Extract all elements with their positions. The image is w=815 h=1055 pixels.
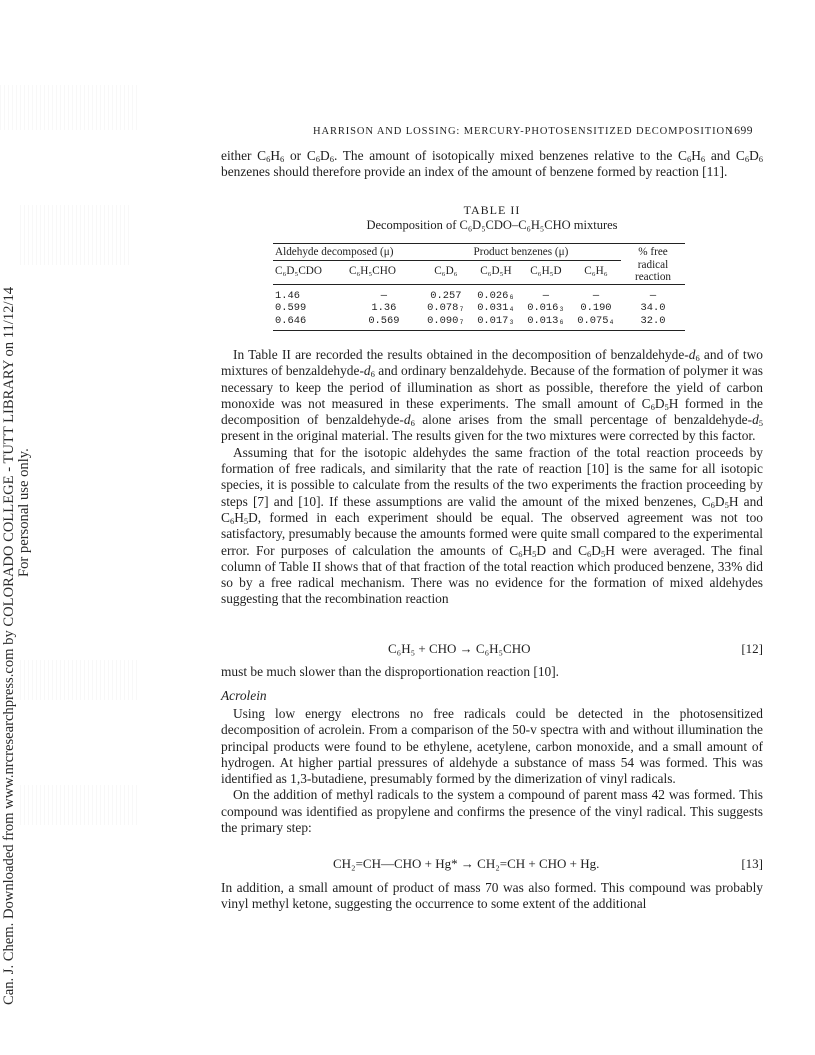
table-row: 0.646 0.569 0.090₇ 0.017₃ 0.013₆ 0.075₄ 32.0 [273, 315, 685, 331]
paragraph-acrolein: Using low energy electrons no free radicals could be detected in the photosensitized decomposition of acrolein. From a comparison of the 50-v spectra with and without illumination the principal products were found to be ethylene, acetylene, carbon monoxide, and a small amount of hydrogen. At higher partial pressures of aldehyde a substance of mass 54 was formed. This was identified as 1,3-butadiene, presumably formed by the dimerization of vinyl radicals. On the addition of methyl radicals to the system a compound of parent mass 42 was formed. This compound was identified as propylene and confirms the presence of the vinyl radical. This suggests the primary step: [221, 706, 763, 836]
decomposition-table [273, 243, 685, 331]
paragraph-opening: either $C_6H_6$ or $C_6D_6$. The amount of isotopically mixed benzenes relative to the $C_6H_6$ and $C_6D_6$ benzenes should therefore provide an index of the amount of benzene formed by reaction [11]. [221, 148, 763, 180]
scan-artifact [20, 785, 140, 825]
table-title: Decomposition of C₆D₅CDO–C₆H₅CHO mixtures [366, 218, 618, 232]
scan-artifact [0, 85, 140, 130]
column-header: C₆D₅CDO [273, 261, 347, 284]
paragraph-addition: In addition, a small amount of product of mass 70 was also formed. This compound was probably vinyl methyl ketone, suggesting the occurrence to some extent of the additional [221, 880, 763, 912]
equation-number: [12] [741, 641, 763, 656]
table-row: 0.599 1.36 0.078₇ 0.031₄ 0.016₃ 0.190 34.0 [275, 302, 666, 314]
page-number: 1699 [728, 125, 753, 137]
section-heading-acrolein: Acrolein [221, 688, 267, 703]
scan-artifact [20, 205, 130, 265]
equation-formula: C₆H₅ + CHO → C₆H₅CHO [388, 641, 531, 656]
download-notice-line: Can. J. Chem. Downloaded from www.nrcresearchpress.com by COLORADO COLLEGE - TUTT LIBRARY on 11/12/14 [1, 286, 17, 1005]
column-header: C₆D₆ [421, 261, 471, 284]
column-header: C₆H₅D [521, 261, 571, 284]
equation-formula: CH₂=CH—CHO + Hg* → CH₂=CH + CHO + Hg. [333, 856, 600, 871]
column-header: C₆H₅CHO [347, 261, 421, 284]
table-caption [221, 203, 763, 233]
free-radical-header: % free radical reaction [634, 246, 672, 283]
table-row: 1.46 — 0.257 0.026₆ — — — [275, 289, 657, 302]
product-group-header: Product benzenes (μ) [473, 246, 569, 258]
paragraph-discussion: In Table II are recorded the results obtained in the decomposition of benzaldehyde-$d_6$ and of two mixtures of benzaldehyde-$d_6$ and ordinary benzaldehyde. Because of the formation of polymer it was necessary to keep the period of illumination as short as possible, therefore the yield of carbon monoxide was not measured in these experiments. The small amount of $C_6D_5H$ formed in the decomposition of benzaldehyde-$d_6$ alone arises from the small percentage of benzaldehyde-$d_5$ present in the original material. The results given for the two mixtures were corrected by this factor. Assuming that for the isotopic aldehydes the same fraction of the total reaction proceeds by formation of free radicals, and similarity that the rate of reaction [10] is the same for all isotopic species, it is possible to calculate from the results of the two experiments the fraction proceeding by steps [7] and [10]. If these assumptions are valid the amount of the mixed benzenes, $C_6D_5H$ and $C_6H_5D$, formed in each experiment should be equal. The observed agreement was not too satisfactory, presumably because the amounts formed were quite small compared to the experimental error. For purposes of calculation the amounts of $C_6H_5D$ and $C_6D_5H$ were averaged. The final column of Table II shows that of that fraction of the total reaction which produced benzene, 33% did so by a free radical mechanism. There was no evidence for the formation of mixed aldehydes suggesting that the recombination reaction [221, 347, 764, 607]
aldehyde-group-header: Aldehyde decomposed (μ) [275, 246, 394, 258]
scan-artifact [20, 660, 140, 700]
column-header: C₆D₅H [471, 261, 521, 284]
equation-number: [13] [741, 856, 763, 871]
table-label: TABLE II [463, 203, 521, 217]
column-header: C₆H₆ [571, 261, 621, 284]
running-title: HARRISON AND LOSSING: MERCURY-PHOTOSENSITIZED DECOMPOSITION [313, 126, 734, 137]
paragraph-conclusion: must be much slower than the disproportionation reaction [10]. [221, 664, 560, 679]
personal-use-line: For personal use only. [16, 448, 32, 577]
